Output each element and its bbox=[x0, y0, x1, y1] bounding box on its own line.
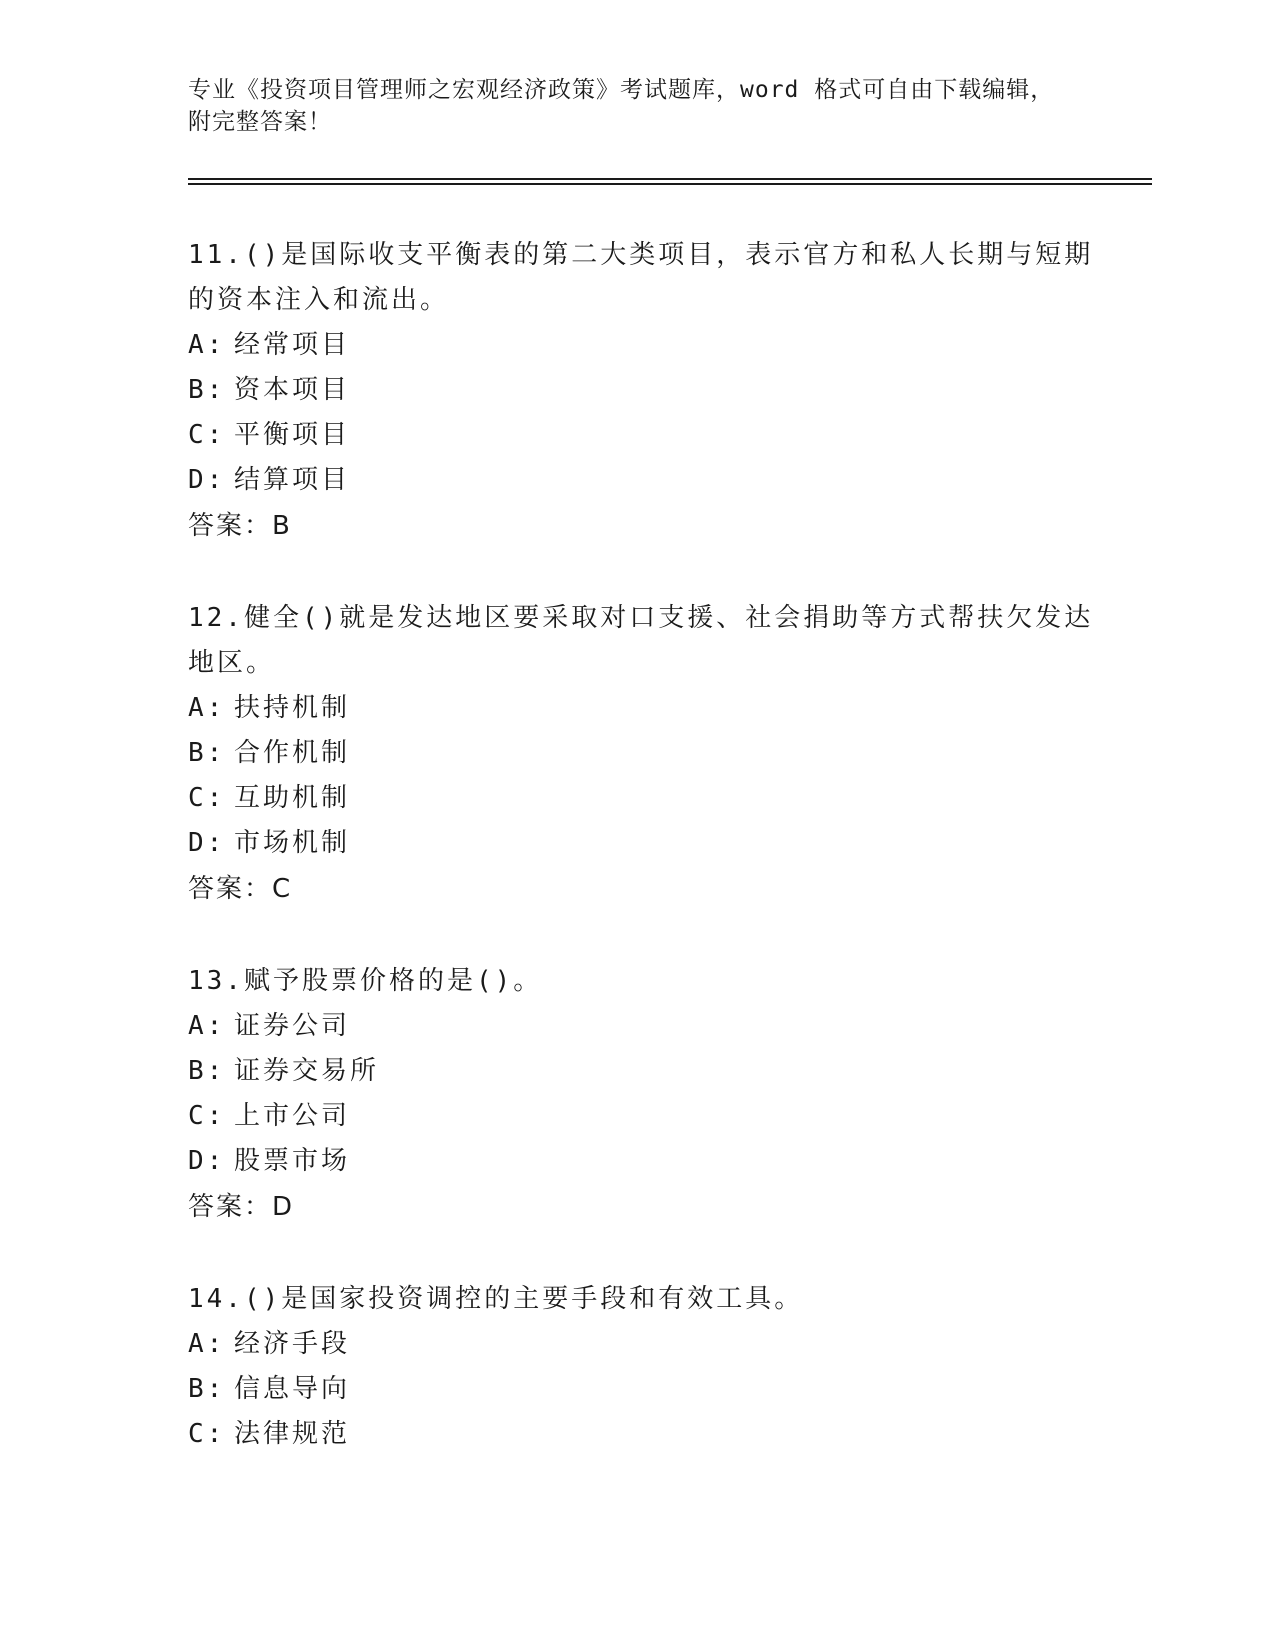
option-key: B: bbox=[188, 375, 226, 405]
question-stem bbox=[188, 233, 1094, 323]
option-key: A: bbox=[188, 1011, 226, 1041]
option-d bbox=[188, 1139, 1088, 1184]
stem-line-1: 11.()是国际收支平衡表的第二大类项目，表示官方和私人长期与短期 bbox=[188, 240, 1094, 270]
option-text: 信息导向 bbox=[234, 1374, 351, 1404]
option-key: C: bbox=[188, 783, 226, 813]
option-key: D: bbox=[188, 1146, 226, 1176]
option-text: 经济手段 bbox=[234, 1329, 351, 1359]
question-11 bbox=[188, 233, 1094, 549]
header-divider-top bbox=[188, 178, 1152, 180]
option-key: C: bbox=[188, 1101, 226, 1131]
header-line-2: 附完整答案！ bbox=[188, 109, 332, 135]
option-key: B: bbox=[188, 1374, 226, 1404]
stem-line-1: 13.赋予股票价格的是()。 bbox=[188, 966, 543, 996]
stem-line-1: 14.()是国家投资调控的主要手段和有效工具。 bbox=[188, 1284, 804, 1314]
stem-line-2: 地区。 bbox=[188, 648, 276, 678]
option-c bbox=[188, 776, 1088, 821]
question-12 bbox=[188, 596, 1094, 912]
option-c bbox=[188, 1412, 1088, 1457]
option-key: D: bbox=[188, 828, 226, 858]
stem-line-1: 12.健全()就是发达地区要采取对口支援、社会捐助等方式帮扶欠发达 bbox=[188, 603, 1094, 633]
answer-line: 答案：B bbox=[188, 511, 292, 541]
header-line-1: 专业《投资项目管理师之宏观经济政策》考试题库，word 格式可自由下载编辑， bbox=[188, 77, 1055, 103]
option-d bbox=[188, 821, 1088, 866]
question-14 bbox=[188, 1277, 1088, 1457]
option-key: B: bbox=[188, 738, 226, 768]
question-13 bbox=[188, 959, 1088, 1230]
option-text: 平衡项目 bbox=[234, 420, 351, 450]
question-stem bbox=[188, 959, 1088, 1004]
option-key: C: bbox=[188, 1419, 226, 1449]
option-c bbox=[188, 413, 1088, 458]
option-b bbox=[188, 1049, 1088, 1094]
option-text: 证券交易所 bbox=[234, 1056, 380, 1086]
option-key: C: bbox=[188, 420, 226, 450]
option-key: A: bbox=[188, 693, 226, 723]
option-b bbox=[188, 1367, 1088, 1412]
option-a bbox=[188, 686, 1088, 731]
option-b bbox=[188, 368, 1088, 413]
option-text: 扶持机制 bbox=[234, 693, 351, 723]
option-a bbox=[188, 1004, 1088, 1049]
answer-line: 答案：C bbox=[188, 874, 293, 904]
option-text: 股票市场 bbox=[234, 1146, 351, 1176]
option-b bbox=[188, 731, 1088, 776]
option-text: 资本项目 bbox=[234, 375, 351, 405]
stem-line-2: 的资本注入和流出。 bbox=[188, 285, 450, 315]
option-text: 市场机制 bbox=[234, 828, 351, 858]
option-text: 经常项目 bbox=[234, 330, 351, 360]
option-key: D: bbox=[188, 465, 226, 495]
option-key: A: bbox=[188, 330, 226, 360]
option-a bbox=[188, 323, 1088, 368]
option-a bbox=[188, 1322, 1088, 1367]
option-text: 法律规范 bbox=[234, 1419, 351, 1449]
option-text: 互助机制 bbox=[234, 783, 351, 813]
option-text: 上市公司 bbox=[234, 1101, 351, 1131]
option-text: 证券公司 bbox=[234, 1011, 351, 1041]
document-header bbox=[188, 74, 1068, 138]
option-key: B: bbox=[188, 1056, 226, 1086]
option-c bbox=[188, 1094, 1088, 1139]
header-divider-bottom bbox=[188, 183, 1152, 185]
option-text: 结算项目 bbox=[234, 465, 351, 495]
question-stem bbox=[188, 596, 1094, 686]
answer-line: 答案：D bbox=[188, 1192, 295, 1222]
option-key: A: bbox=[188, 1329, 226, 1359]
option-text: 合作机制 bbox=[234, 738, 351, 768]
question-stem bbox=[188, 1277, 1088, 1322]
option-d bbox=[188, 458, 1088, 503]
